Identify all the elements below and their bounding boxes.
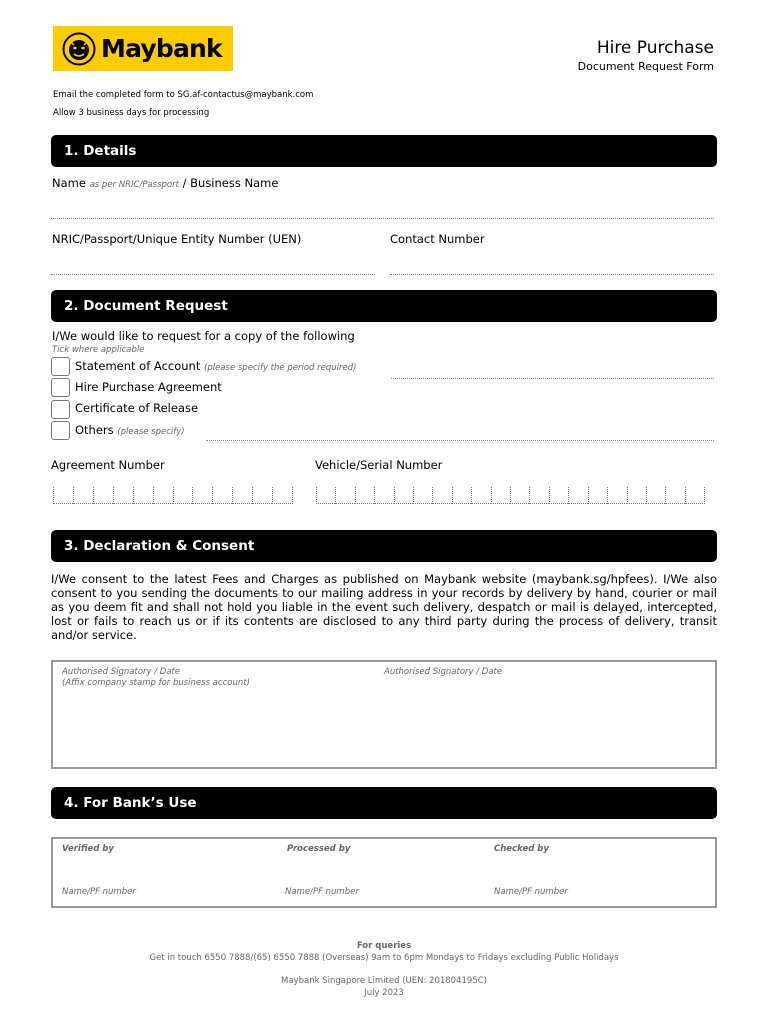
- footer-date: July 2023: [364, 988, 404, 998]
- others-label: Others: [75, 423, 114, 437]
- hp-agreement-label: Hire Purchase Agreement: [75, 380, 222, 394]
- contact-label: Contact Number: [390, 232, 485, 246]
- processing-note: Allow 3 business days for processing: [53, 108, 210, 118]
- processed-by-label: Processed by: [287, 844, 351, 854]
- statement-checkbox[interactable]: [51, 357, 70, 376]
- processed-name-pf-label: Name/PF number: [285, 887, 359, 897]
- section-declaration-heading: 3. Declaration & Consent: [51, 530, 717, 562]
- footer-queries: For queries: [356, 941, 412, 951]
- email-note: Email the completed form to SG.af-contactus@maybank.com: [53, 90, 314, 100]
- others-hint: (please specify): [117, 427, 185, 437]
- hp-agreement-checkbox[interactable]: [51, 378, 70, 397]
- others-checkbox[interactable]: [51, 421, 70, 440]
- name-hint: as per NRIC/Passport: [89, 180, 179, 190]
- id-label: NRIC/Passport/Unique Entity Number (UEN): [52, 232, 302, 246]
- name-suffix: / Business Name: [182, 176, 279, 190]
- statement-hint: (please specify the period required): [204, 363, 357, 373]
- footer-contact: Get in touch 6550 7888/(65) 6550 7888 (Overseas) 9am to 6pm Mondays to Fridays excluding Public Holidays: [149, 953, 619, 963]
- request-intro: I/We would like to request for a copy of the following: [52, 329, 355, 343]
- agreement-number-field[interactable]: [53, 487, 293, 504]
- agreement-number-label: Agreement Number: [51, 458, 165, 472]
- others-option: [75, 423, 185, 437]
- section-bank-use-heading: 4. For Bank’s Use: [51, 787, 717, 819]
- name-label: [52, 176, 278, 190]
- signatory-1-label: Authorised Signatory / Date: [62, 667, 181, 677]
- name-field[interactable]: [51, 218, 714, 219]
- tiger-head-icon: [62, 32, 96, 66]
- bank-use-box: [51, 837, 717, 908]
- others-specify-field[interactable]: [206, 440, 714, 441]
- verified-name-pf-label: Name/PF number: [62, 887, 136, 897]
- tick-hint: Tick where applicable: [52, 345, 145, 355]
- id-field[interactable]: [51, 274, 375, 275]
- maybank-logo: [53, 26, 233, 71]
- verified-by-label: Verified by: [62, 844, 114, 854]
- statement-option: [75, 359, 356, 373]
- signatory-2-label: Authorised Signatory / Date: [384, 667, 503, 677]
- release-label: Certificate of Release: [75, 401, 199, 415]
- logo-text: Maybank: [101, 34, 222, 63]
- form-title: Hire Purchase: [596, 38, 714, 58]
- name-label-text: Name: [52, 176, 86, 190]
- statement-label: Statement of Account: [75, 359, 201, 373]
- checked-by-label: Checked by: [494, 844, 549, 854]
- statement-period-field[interactable]: [391, 378, 714, 379]
- signature-box[interactable]: [51, 660, 717, 769]
- section-document-request-heading: 2. Document Request: [51, 290, 717, 322]
- vehicle-serial-label: Vehicle/Serial Number: [315, 458, 443, 472]
- checked-name-pf-label: Name/PF number: [494, 887, 568, 897]
- vehicle-serial-field[interactable]: [316, 487, 705, 504]
- footer-company: Maybank Singapore Limited (UEN: 201804195C): [281, 976, 487, 986]
- declaration-text: I/We consent to the latest Fees and Charges as published on Maybank website (maybank.sg/hpfees). I/We also consent to you sending the documents to our mailing address in your records by delivery by hand, courier or mail as you deem fit and shall not hold you liable in the event such delivery, despatch or mail is delayed, intercepted, lost or fails to reach us or if its contents are disclosed to any third party during the process of delivery, transit and/or service.: [51, 572, 717, 642]
- company-stamp-note: (Affix company stamp for business account): [62, 678, 250, 688]
- form-subtitle: Document Request Form: [577, 60, 714, 73]
- section-details-heading: 1. Details: [51, 135, 717, 167]
- release-checkbox[interactable]: [51, 400, 70, 419]
- contact-field[interactable]: [390, 274, 714, 275]
